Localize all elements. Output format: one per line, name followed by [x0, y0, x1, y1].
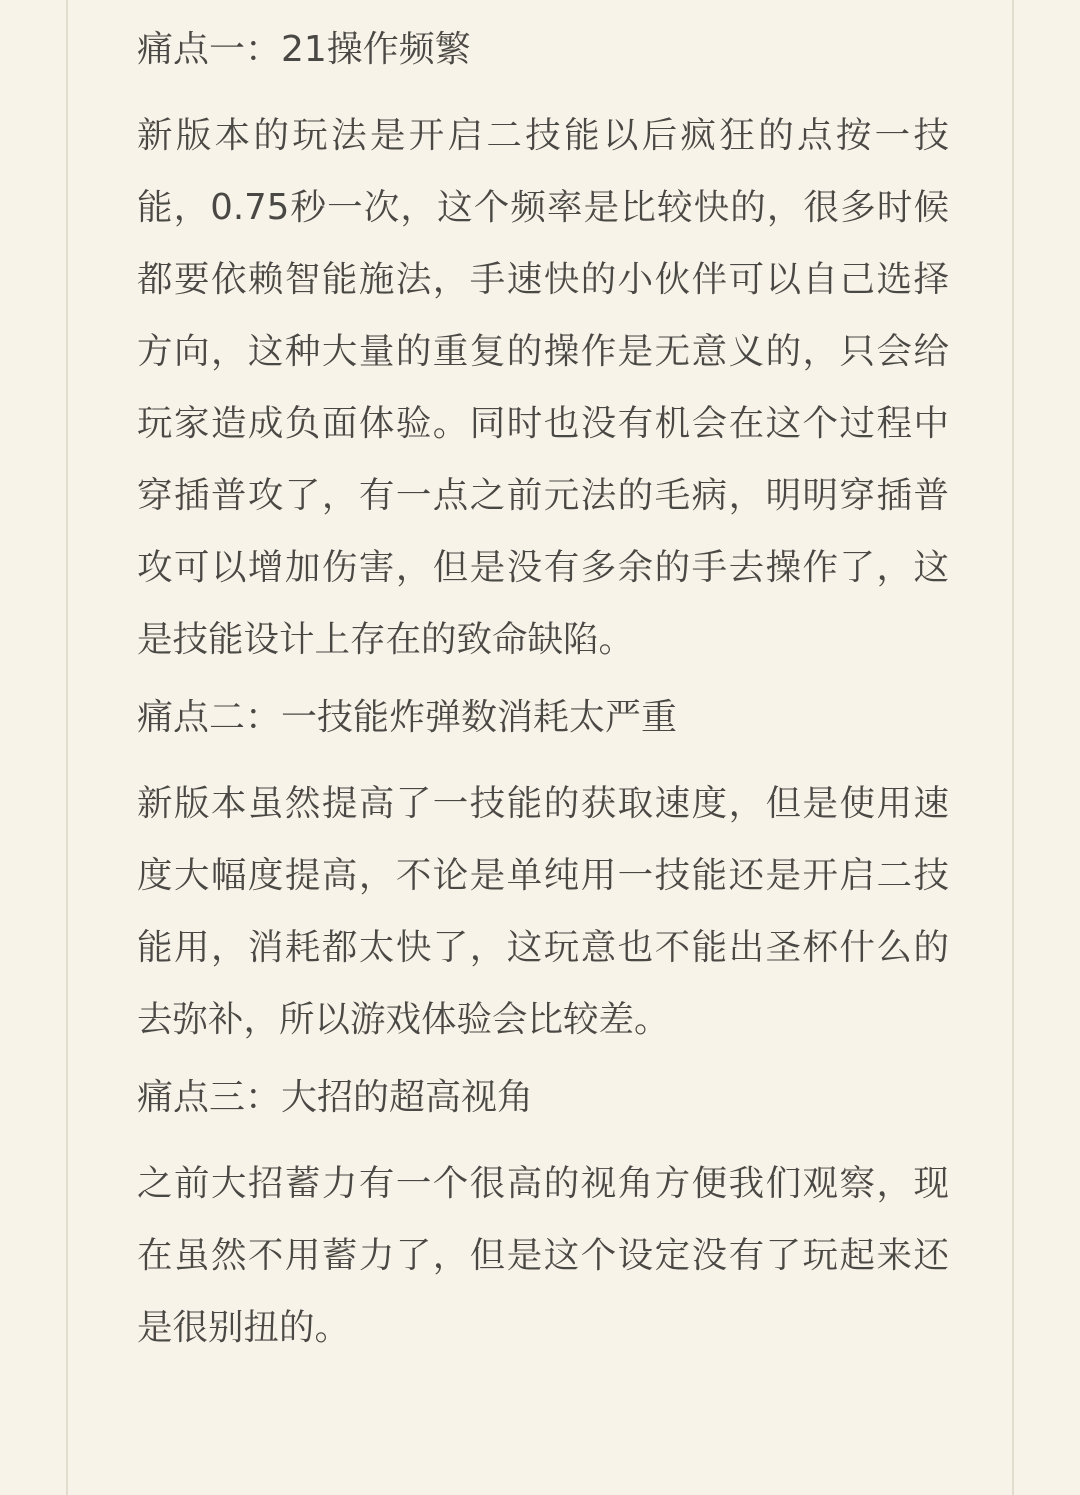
section-2-heading: 痛点二：一技能炸弹数消耗太严重	[137, 697, 678, 738]
article-content	[137, 18, 949, 1374]
section-2-body: 新版本虽然提高了一技能的获取速度，但是使用速度大幅度提高，不论是单纯用一技能还是开启二技能用，消耗都太快了，这玩意也不能出圣杯什么的去弥补，所以游戏体验会比较差。	[137, 783, 949, 1040]
section-1-body: 新版本的玩法是开启二技能以后疯狂的点按一技能，0.75秒一次，这个频率是比较快的，很多时候都要依赖智能施法，手速快的小伙伴可以自己选择方向，这种大量的重复的操作是无意义的，只会给玩家造成负面体验。同时也没有机会在这个过程中穿插普攻了，有一点之前元法的毛病，明明穿插普攻可以增加伤害，但是没有多余的手去操作了，这是技能设计上存在的致命缺陷。	[137, 115, 949, 660]
section-3-heading: 痛点三：大招的超高视角	[137, 1077, 534, 1118]
section-3-body: 之前大招蓄力有一个很高的视角方便我们观察，现在虽然不用蓄力了，但是这个设定没有了玩起来还是很别扭的。	[137, 1163, 949, 1348]
section-1-heading: 痛点一：21操作频繁	[137, 29, 471, 70]
